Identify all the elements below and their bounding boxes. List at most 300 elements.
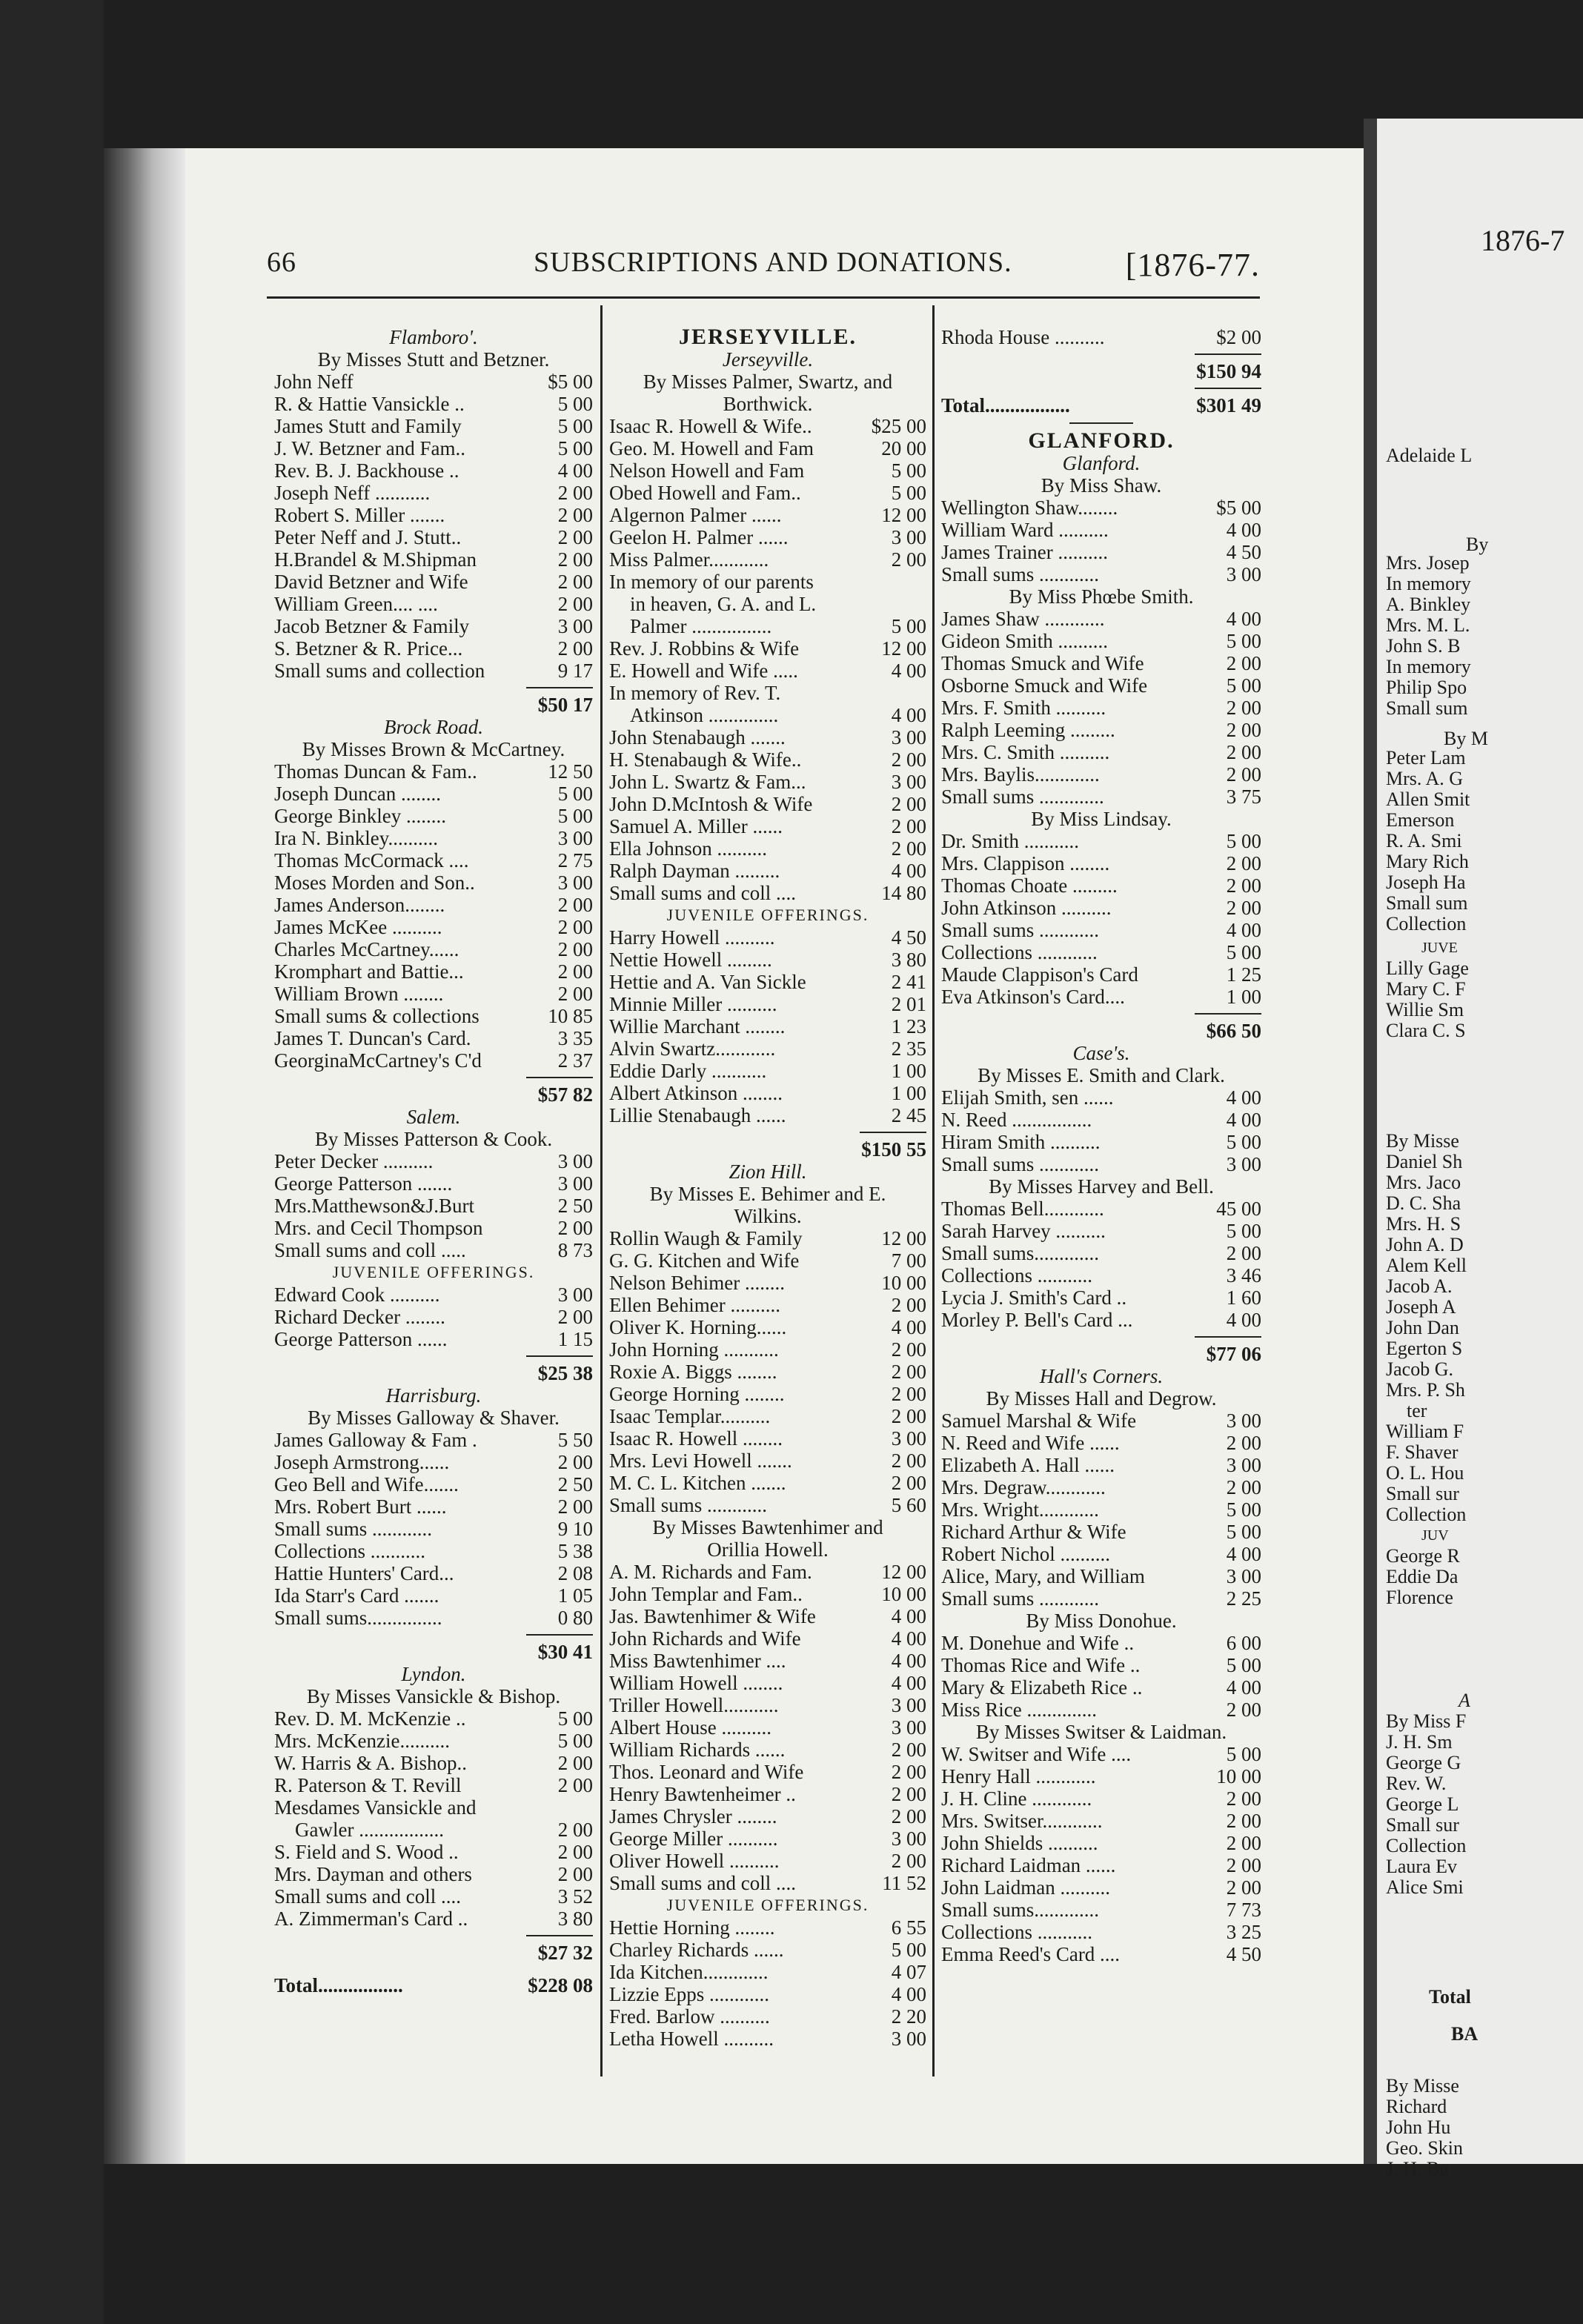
entry-amount: 3 00 [557,872,593,894]
ledger-entry [274,1429,593,1451]
entry-name: Small sums and coll .... [609,882,796,904]
facing-page-line: Mary C. F [1386,978,1466,1000]
entry-name: Small sums ............ [274,1518,433,1540]
section-heading [609,1183,926,1205]
entry-amount: 5 00 [557,437,593,459]
entry-amount: 2 00 [1226,1787,1261,1810]
entry-amount: 45 00 [1216,1198,1261,1220]
entry-amount: 6 00 [1226,1632,1261,1654]
ledger-entry [609,793,926,815]
entry-amount: $30 41 [537,1641,593,1663]
entry-name: Richard Decker ........ [274,1306,445,1328]
entry-name: N. Reed and Wife ...... [941,1432,1120,1454]
sum-rule [941,1331,1261,1343]
entry-name: Total................. [274,1974,403,1996]
ledger-entry [274,1049,593,1072]
ledger-entry [941,941,1261,963]
subtotal-row [274,1942,593,1964]
entry-name: Small sums ............. [941,786,1104,808]
ledger-entry [274,1027,593,1049]
entry-name: Ida Kitchen............. [609,1961,769,1983]
entry-amount: 2 01 [891,993,926,1015]
entry-amount: 2 75 [557,849,593,872]
entry-amount: 1 00 [1226,986,1261,1008]
ledger-entry [941,1476,1261,1498]
sum-rule [609,1126,926,1138]
entry-amount: 2 00 [557,1217,593,1239]
entry-name: Small sums and coll .... [274,1885,461,1908]
ledger-entry [609,1361,926,1383]
entry-amount: 2 00 [557,637,593,660]
facing-page-line: A [1458,1690,1470,1711]
section-heading [609,326,926,348]
entry-amount: 5 00 [1226,1743,1261,1765]
ledger-entry [941,1264,1261,1286]
total-row [274,1974,593,1996]
ledger-entry [274,1306,593,1328]
facing-page-line: R. A. Smi [1386,830,1462,851]
facing-page-line: George L [1386,1793,1459,1815]
entry-amount: 4 00 [557,459,593,482]
entry-amount: 2 45 [891,1104,926,1126]
entry-amount: 2 00 [891,1338,926,1361]
facing-page-line: William F [1386,1421,1464,1442]
entry-name: James Galloway & Fam . [274,1429,477,1451]
ledger-entry [274,1195,593,1217]
entry-amount: 3 00 [557,1150,593,1172]
entry-name: Nelson Behimer ........ [609,1272,785,1294]
entry-name: Dr. Smith ........... [941,830,1080,852]
section-heading [609,1538,926,1561]
entry-amount: 2 00 [1226,1876,1261,1899]
sum-rule [274,1350,593,1362]
ledger-entry [609,1672,926,1694]
entry-amount: 2 00 [891,1761,926,1783]
entry-name: Miss Bawtenhimer .... [609,1650,786,1672]
ledger-entry [941,1765,1261,1787]
section-heading [941,1064,1261,1086]
entry-amount: 4 00 [1226,519,1261,541]
entry-amount: $27 32 [537,1942,593,1964]
ledger-entry [274,1473,593,1495]
entry-name: Hiram Smith .......... [941,1131,1101,1153]
facing-page-line: Peter Lam [1386,747,1466,768]
entry-name: Ralph Dayman ......... [609,860,780,882]
entry-name: Ellen Behimer .......... [609,1294,780,1316]
entry-name: Letha Howell .......... [609,2028,774,2050]
entry-name: Hall's Corners. [1039,1365,1164,1387]
entry-amount: 2 00 [1226,1699,1261,1721]
entry-amount: 4 00 [1226,1543,1261,1565]
entry-amount: 9 10 [557,1518,593,1540]
entry-name: Small sums ............ [941,1587,1100,1610]
entry-name: By Misses Vansickle & Bishop. [306,1685,561,1707]
facing-page-line: Laura Ev [1386,1856,1458,1877]
entry-amount: 3 00 [1226,1153,1261,1175]
entry-amount: 2 00 [891,1294,926,1316]
entry-amount: 4 00 [891,1316,926,1338]
entry-name: Charley Richards ...... [609,1939,784,1961]
ledger-entry [274,1562,593,1584]
entry-name: M. C. L. Kitchen ....... [609,1472,786,1494]
ledger-entry [941,1309,1261,1331]
entry-name: Geo Bell and Wife....... [274,1473,459,1495]
entry-name: Isaac R. Howell ........ [609,1427,783,1450]
entry-amount: 2 00 [557,960,593,983]
ledger-entry [274,1284,593,1306]
entry-amount: 2 37 [557,1049,593,1072]
entry-name: By Misses Hall and Degrow. [986,1387,1217,1410]
ledger-entry [274,1217,593,1239]
facing-page-line: In memory [1386,656,1471,677]
subtotal-row [274,1083,593,1106]
entry-amount: 10 00 [1216,1765,1261,1787]
section-heading [609,1161,926,1183]
ledger-entry [941,1654,1261,1676]
entry-amount: 12 00 [881,1227,926,1249]
entry-amount: 5 00 [557,415,593,437]
section-heading [274,1685,593,1707]
entry-name: George Binkley ........ [274,805,446,827]
entry-name: Oliver Howell .......... [609,1850,780,1872]
entry-name: J. H. Cline ............ [941,1787,1092,1810]
section-heading [609,371,926,393]
ledger-entry [274,1150,593,1172]
entry-name: John Laidman .......... [941,1876,1110,1899]
entry-amount: 12 00 [881,637,926,660]
ledger-entry [609,971,926,993]
section-heading [274,738,593,760]
ledger-entry [274,660,593,682]
ledger-entry [274,1964,593,1974]
entry-name: John D.McIntosh & Wife [609,793,813,815]
entry-name: E. Howell and Wife ..... [609,660,798,682]
entry-amount: 3 00 [891,771,926,793]
entry-name: Sarah Harvey .......... [941,1220,1106,1242]
entry-name: Small sums ............ [941,1153,1100,1175]
entry-amount: 2 00 [557,504,593,526]
ledger-entry [609,437,926,459]
entry-amount: 5 00 [1226,1220,1261,1242]
subtotal-row [274,1362,593,1384]
entry-amount: 2 00 [557,916,593,938]
facing-page-line: In memory [1386,573,1471,594]
entry-name: Jacob Betzner & Family [274,615,470,637]
ledger-entry [274,548,593,571]
ledger-entry [274,1841,593,1863]
ledger-entry [941,1810,1261,1832]
ledger-entry [274,783,593,805]
ledger-entry [609,548,926,571]
entry-name: Mrs. Degraw............ [941,1476,1106,1498]
sum-rule [274,1072,593,1083]
ledger-entry [274,504,593,526]
ledger-entry [941,1109,1261,1131]
ledger-entry [274,593,593,615]
entry-amount: 2 00 [557,1863,593,1885]
entry-name: A. Zimmerman's Card .. [274,1908,468,1930]
ledger-entry [609,571,926,593]
ledger-entry [274,1819,593,1841]
entry-amount: 5 00 [1226,1654,1261,1676]
entry-name: By Misses Switser & Laidman. [975,1721,1227,1743]
entry-amount: 2 00 [891,837,926,860]
section-heading [609,348,926,371]
entry-amount: 4 00 [891,1605,926,1627]
ledger-entry [941,1587,1261,1610]
entry-amount: 2 00 [891,815,926,837]
facing-page-line: BA [1451,2023,1479,2045]
entry-name: N. Reed ................ [941,1109,1092,1131]
sum-rule [274,1629,593,1641]
facing-page-line: Adelaide L [1386,445,1473,466]
entry-name: Samuel Marshal & Wife [941,1410,1137,1432]
ledger-entry [274,1908,593,1930]
facing-page-line: Alem Kell [1386,1255,1467,1276]
section-heading [274,326,593,348]
entry-amount: 5 00 [557,805,593,827]
entry-name: Wilkins. [734,1205,802,1227]
entry-amount: 4 00 [891,860,926,882]
total-row [941,394,1261,416]
entry-amount: 4 50 [1226,1943,1261,1965]
facing-page-line: Small sum [1386,697,1468,719]
entry-amount: 3 25 [1226,1921,1261,1943]
entry-amount: 5 00 [891,482,926,504]
facing-page-line: Geo. Skin [1386,2137,1463,2159]
entry-name: W. Switser and Wife .... [941,1743,1132,1765]
section-heading [609,904,926,926]
ledger-entry [609,1060,926,1082]
entry-name: By Misses E. Smith and Clark. [978,1064,1225,1086]
entry-name: Mrs. Switser............ [941,1810,1103,1832]
entry-name: Rev. B. J. Backhouse .. [274,459,459,482]
entry-amount: 2 00 [891,1361,926,1383]
facing-page-line: Rev. W. [1386,1773,1447,1794]
entry-name: Case's. [1072,1042,1130,1064]
entry-name: Joseph Neff ........... [274,482,431,504]
entry-name: GLANFORD. [1028,428,1175,453]
ledger-entry [609,1338,926,1361]
ledger-entry [609,1961,926,1983]
facing-page-line: Small sum [1386,892,1468,914]
facing-page-line: Small sur [1386,1483,1459,1504]
entry-name: Robert Nichol .......... [941,1543,1110,1565]
entry-amount: 2 00 [557,593,593,615]
ledger-entry [274,760,593,783]
entry-name: Thomas Rice and Wife .. [941,1654,1141,1676]
ledger-entry [609,949,926,971]
entry-amount: $66 50 [1206,1020,1261,1042]
entry-amount: 4 50 [1226,541,1261,563]
entry-amount: 5 00 [891,1939,926,1961]
entry-name: By Miss Shaw. [1041,474,1162,497]
entry-amount: 20 00 [881,437,926,459]
entry-amount: 2 00 [891,1850,926,1872]
entry-name: Eddie Darly ........... [609,1060,767,1082]
ledger-entry [609,704,926,726]
entry-name: Mrs. Baylis............. [941,763,1100,786]
entry-name: By Miss Lindsay. [1031,808,1172,830]
entry-amount: 10 00 [881,1583,926,1605]
entry-name: Small sums and coll ..... [274,1239,466,1261]
entry-amount: 1 05 [557,1584,593,1607]
entry-amount: $5 00 [1216,497,1261,519]
entry-name: Triller Howell........... [609,1694,779,1716]
section-heading [941,430,1261,452]
subtotal-row [941,1020,1261,1042]
entry-name: John Atkinson .......... [941,897,1112,919]
entry-amount: 2 00 [557,571,593,593]
column-divider [932,305,935,2076]
ledger-entry [941,1676,1261,1699]
entry-amount: 2 00 [1226,1242,1261,1264]
entry-amount: 2 00 [1226,719,1261,741]
header-rule [267,296,1260,299]
entry-name: S. Betzner & R. Price... [274,637,463,660]
section-heading [941,808,1261,830]
ledger-entry [941,830,1261,852]
facing-page-line: John A. D [1386,1234,1464,1255]
entry-amount: 2 00 [891,1405,926,1427]
entry-amount: $25 38 [537,1362,593,1384]
ledger-entry [274,1863,593,1885]
entry-name: By Misses Bawtenhimer and [652,1516,883,1538]
entry-name: By Miss Phœbe Smith. [1009,585,1194,608]
entry-name: Ralph Leeming ......... [941,719,1115,741]
ledger-entry [941,1943,1261,1965]
ledger-entry [941,630,1261,652]
entry-name: Ira N. Binkley.......... [274,827,438,849]
entry-amount: 4 00 [1226,1086,1261,1109]
ledger-entry [609,1739,926,1761]
entry-name: Borthwick. [723,393,813,415]
facing-page-line: Collection [1386,1504,1467,1525]
ledger-entry [274,1328,593,1350]
entry-name: Alvin Swartz............ [609,1038,776,1060]
entry-amount: 3 00 [557,1172,593,1195]
entry-name: Peter Decker .......... [274,1150,434,1172]
entry-amount: 2 00 [891,1472,926,1494]
entry-amount: 2 00 [557,1752,593,1774]
section-heading [609,1516,926,1538]
ledger-entry [941,1854,1261,1876]
facing-page-line: O. L. Hou [1386,1462,1464,1484]
ledger-entry [609,1249,926,1272]
facing-page-line: Richard [1386,2096,1447,2117]
entry-name: R. & Hattie Vansickle .. [274,393,465,415]
entry-name: Hettie and A. Van Sickle [609,971,806,993]
ledger-entry [274,1005,593,1027]
entry-name: Small sums............... [274,1607,442,1629]
entry-name: By Misses Patterson & Cook. [314,1128,553,1150]
entry-name: Glanford. [1062,452,1141,474]
ledger-entry [609,504,926,526]
ledger-entry [274,415,593,437]
entry-amount: 2 35 [891,1038,926,1060]
ledger-entry [609,1038,926,1060]
ledger-entry [941,986,1261,1008]
entry-name: Thomas Smuck and Wife [941,652,1144,674]
entry-amount: $25 00 [871,415,926,437]
entry-amount: 12 00 [881,1561,926,1583]
ledger-entry [274,482,593,504]
ledger-entry [609,1494,926,1516]
entry-name: Joseph Duncan ........ [274,783,441,805]
entry-name: James Trainer .......... [941,541,1108,563]
section-heading [609,393,926,415]
entry-name: Small sums............. [941,1242,1100,1264]
entry-name: Hattie Hunters' Card... [274,1562,454,1584]
ledger-entry [941,741,1261,763]
ledger-entry [941,1565,1261,1587]
entry-name: George Miller .......... [609,1827,778,1850]
entry-amount: 3 00 [1226,563,1261,585]
facing-page-line: A. Binkley [1386,594,1471,615]
entry-name: James Anderson........ [274,894,445,916]
facing-page-line: Willie Sm [1386,999,1464,1020]
entry-name: Albert Atkinson ........ [609,1082,783,1104]
facing-page-line: Jacob A. [1386,1275,1453,1297]
facing-page-line: Joseph A [1386,1296,1456,1318]
entry-amount: 2 50 [557,1195,593,1217]
entry-amount: $228 08 [528,1974,593,1996]
entry-amount: 3 80 [557,1908,593,1930]
entry-amount: 3 00 [891,526,926,548]
ledger-entry [274,894,593,916]
facing-page [1364,119,1583,2179]
entry-name: By Misses Brown & McCartney. [302,738,565,760]
section-heading [274,1663,593,1685]
entry-amount: 3 00 [557,827,593,849]
facing-page-line: George G [1386,1752,1461,1773]
section-heading [941,1387,1261,1410]
ledger-entry [609,1227,926,1249]
ledger-entry [274,1607,593,1629]
entry-name: H.Brandel & M.Shipman [274,548,477,571]
ledger-entry [274,983,593,1005]
section-heading [274,716,593,738]
entry-amount: 4 00 [891,660,926,682]
entry-amount: 5 00 [557,393,593,415]
entry-name: William Green.... .... [274,593,438,615]
entry-name: Palmer ................ [630,615,772,637]
entry-name: Edward Cook .......... [274,1284,440,1306]
entry-name: William Brown ........ [274,983,444,1005]
entry-amount: 11 52 [882,1872,926,1894]
facing-page-line: Small sur [1386,1814,1459,1836]
ledger-entry [609,1472,926,1494]
entry-amount: 3 00 [1226,1565,1261,1587]
entry-name: Richard Laidman ...... [941,1854,1116,1876]
entry-name: William Ward .......... [941,519,1109,541]
section-heading [941,1042,1261,1064]
entry-amount: 4 00 [1226,1676,1261,1699]
ledger-entry [274,938,593,960]
entry-name: Mrs. Wright............ [941,1498,1099,1521]
ledger-entry [609,1405,926,1427]
subtotal-row [274,694,593,716]
entry-name: Morley P. Bell's Card ... [941,1309,1133,1331]
entry-name: James McKee .......... [274,916,442,938]
entry-amount: 2 00 [1226,652,1261,674]
facing-page-line: Mrs. Josep [1386,552,1470,574]
facing-page-year: 1876-7 [1481,224,1565,257]
entry-amount: 2 00 [557,526,593,548]
entry-amount: 5 00 [1226,830,1261,852]
entry-amount: 2 00 [1226,852,1261,874]
ledger-entry [941,1632,1261,1654]
